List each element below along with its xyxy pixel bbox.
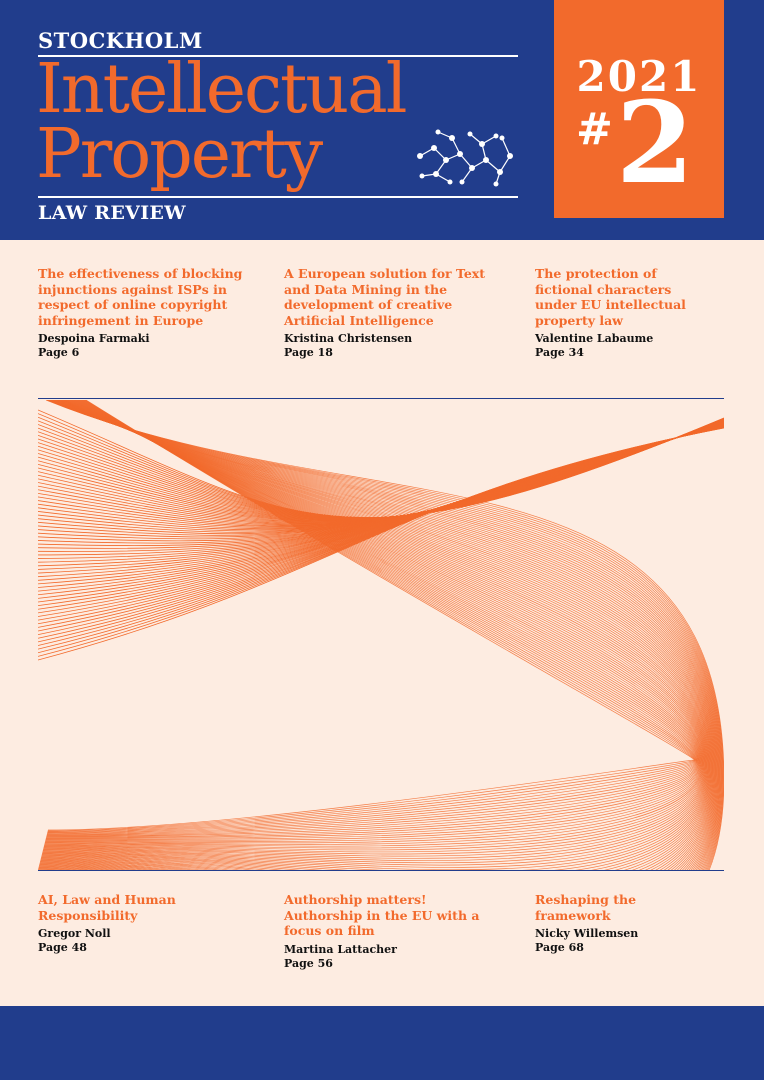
issue-badge	[554, 0, 724, 218]
string-art-line	[44, 400, 706, 858]
issue-hash: #	[576, 104, 613, 155]
network-graph-icon	[412, 126, 516, 190]
section-divider	[38, 398, 724, 399]
string-art-line	[41, 400, 713, 870]
article-author: Gregor Noll	[38, 927, 111, 940]
article-page: Page 34	[535, 346, 584, 359]
article-author: Despoina Farmaki	[38, 332, 150, 345]
footer-band	[0, 1006, 764, 1080]
article-title: The effectiveness of blocking injunctions against ISPs in respect of online copyright infringement in Europe	[38, 266, 243, 328]
journal-title-line1: Intellectual	[36, 50, 406, 129]
article-author: Nicky Willemsen	[535, 927, 639, 940]
string-art-line	[42, 400, 714, 870]
string-art-line	[38, 400, 722, 870]
string-art-line	[38, 421, 724, 524]
journal-city: STOCKHOLM	[38, 28, 203, 53]
issue-year: 2021	[576, 52, 702, 101]
article-title: Reshaping the framework	[535, 892, 637, 923]
string-art-line	[39, 400, 722, 870]
article-title: Authorship matters! Authorship in the EU with a focus on film	[284, 892, 480, 938]
string-art-line	[39, 400, 720, 870]
string-art-line	[45, 400, 702, 843]
string-art-line	[44, 400, 706, 861]
article-item[interactable]	[284, 892, 494, 971]
section-divider	[38, 870, 724, 871]
string-art-line	[43, 400, 708, 870]
article-item[interactable]	[284, 266, 494, 360]
string-art-line	[38, 421, 724, 525]
issue-number: 2	[616, 78, 694, 209]
string-art-line	[42, 400, 712, 870]
string-art-line	[39, 400, 722, 870]
string-art-illustration	[38, 400, 724, 870]
string-art-line	[42, 400, 711, 870]
string-art-line	[39, 400, 721, 870]
string-art-line	[39, 400, 723, 870]
journal-title-line2: Property	[36, 115, 322, 194]
string-art-line	[38, 410, 724, 518]
article-title: The protection of fictional characters under EU intellectual property law	[535, 266, 686, 328]
article-title: AI, Law and Human Responsibility	[38, 892, 176, 923]
article-author: Valentine Labaume	[535, 332, 654, 345]
string-art-line	[43, 400, 708, 870]
article-page: Page 56	[284, 956, 333, 970]
article-author: Kristina Christensen	[284, 332, 413, 345]
article-item[interactable]	[38, 266, 248, 360]
article-page: Page 48	[38, 941, 87, 954]
string-art-line	[42, 400, 711, 870]
string-art-line	[42, 400, 712, 870]
article-item[interactable]	[535, 892, 715, 955]
journal-subtitle: LAW REVIEW	[38, 202, 186, 224]
article-title: A European solution for Text and Data Mining in the development of creative Artificial Intelligence	[284, 266, 486, 328]
article-item[interactable]	[38, 892, 248, 955]
string-art-line	[39, 400, 720, 870]
masthead	[0, 0, 764, 240]
article-page: Page 68	[535, 941, 584, 954]
masthead-rule-bottom	[38, 196, 518, 198]
string-art-line	[43, 400, 709, 870]
article-author: Martina Lattacher	[284, 942, 397, 956]
article-item[interactable]	[535, 266, 715, 360]
article-page: Page 6	[38, 346, 80, 359]
article-page: Page 18	[284, 346, 333, 359]
string-art-line	[42, 400, 713, 870]
